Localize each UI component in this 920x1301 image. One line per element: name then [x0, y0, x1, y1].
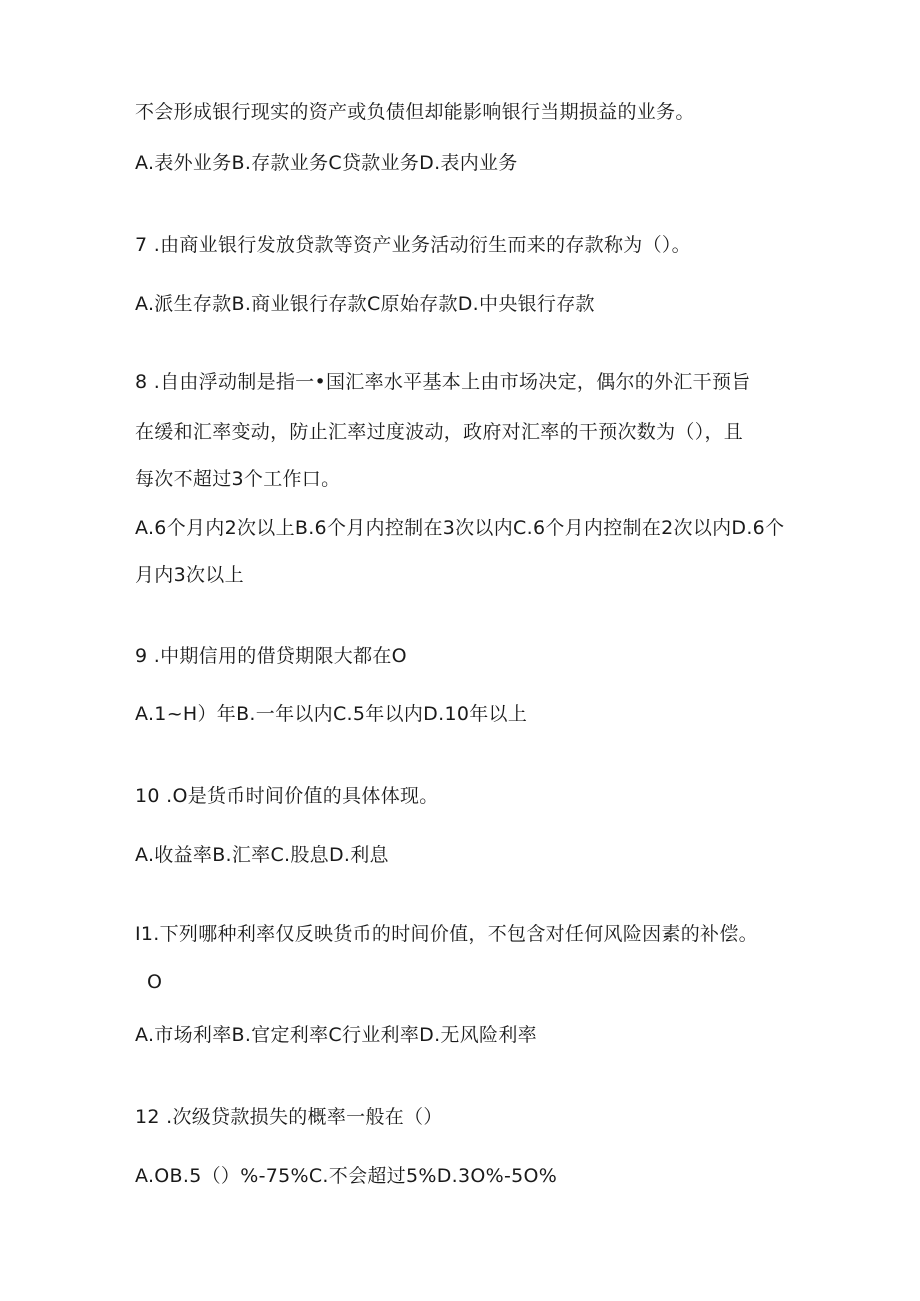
question-6-options: A.表外业务B.存款业务C贷款业务D.表内业务 — [135, 152, 518, 174]
question-12-stem: 12 .次级贷款损失的概率一般在（） — [135, 1106, 443, 1128]
question-12-options: A.OB.5（）%-75%C.不会超过5%D.3O%-5O% — [135, 1165, 558, 1187]
question-8-options-line-2: 月内3次以上 — [135, 564, 244, 586]
question-8-options-line-1: A.6个月内2次以上B.6个月内控制在3次以内C.6个月内控制在2次以内D.6个 — [135, 517, 785, 539]
question-9-options: A.1~H）年B.一年以内C.5年以内D.10年以上 — [135, 703, 528, 725]
question-11-blank: O — [147, 971, 163, 993]
question-8-stem-line-3: 每次不超过3个工作口。 — [135, 468, 341, 490]
question-8-stem-line-1: 8 .自由浮动制是指一•国汇率水平基本上由市场决定，偶尔的外汇干预旨 — [135, 371, 751, 393]
question-7-stem: 7 .由商业银行发放贷款等资产业务活动衍生而来的存款称为（）。 — [135, 234, 691, 256]
question-6-stem: 不会形成银行现实的资产或负债但却能影响银行当期损益的业务。 — [135, 101, 695, 123]
question-11-stem: I1.下列哪种利率仅反映货币的时间价值，不包含对任何风险因素的补偿。 — [135, 923, 758, 945]
question-7-options: A.派生存款B.商业银行存款C原始存款D.中央银行存款 — [135, 293, 595, 315]
question-10-stem: 10 .O是货币时间价值的具体体现。 — [135, 785, 439, 807]
question-8-stem-line-2: 在缓和汇率变动，防止汇率过度波动，政府对汇率的干预次数为（），且 — [135, 421, 744, 443]
question-11-options: A.市场利率B.官定利率C行业利率D.无风险利率 — [135, 1024, 537, 1046]
question-9-stem: 9 .中期信用的借贷期限大都在O — [135, 645, 407, 667]
question-10-options: A.收益率B.汇率C.股息D.利息 — [135, 844, 389, 866]
